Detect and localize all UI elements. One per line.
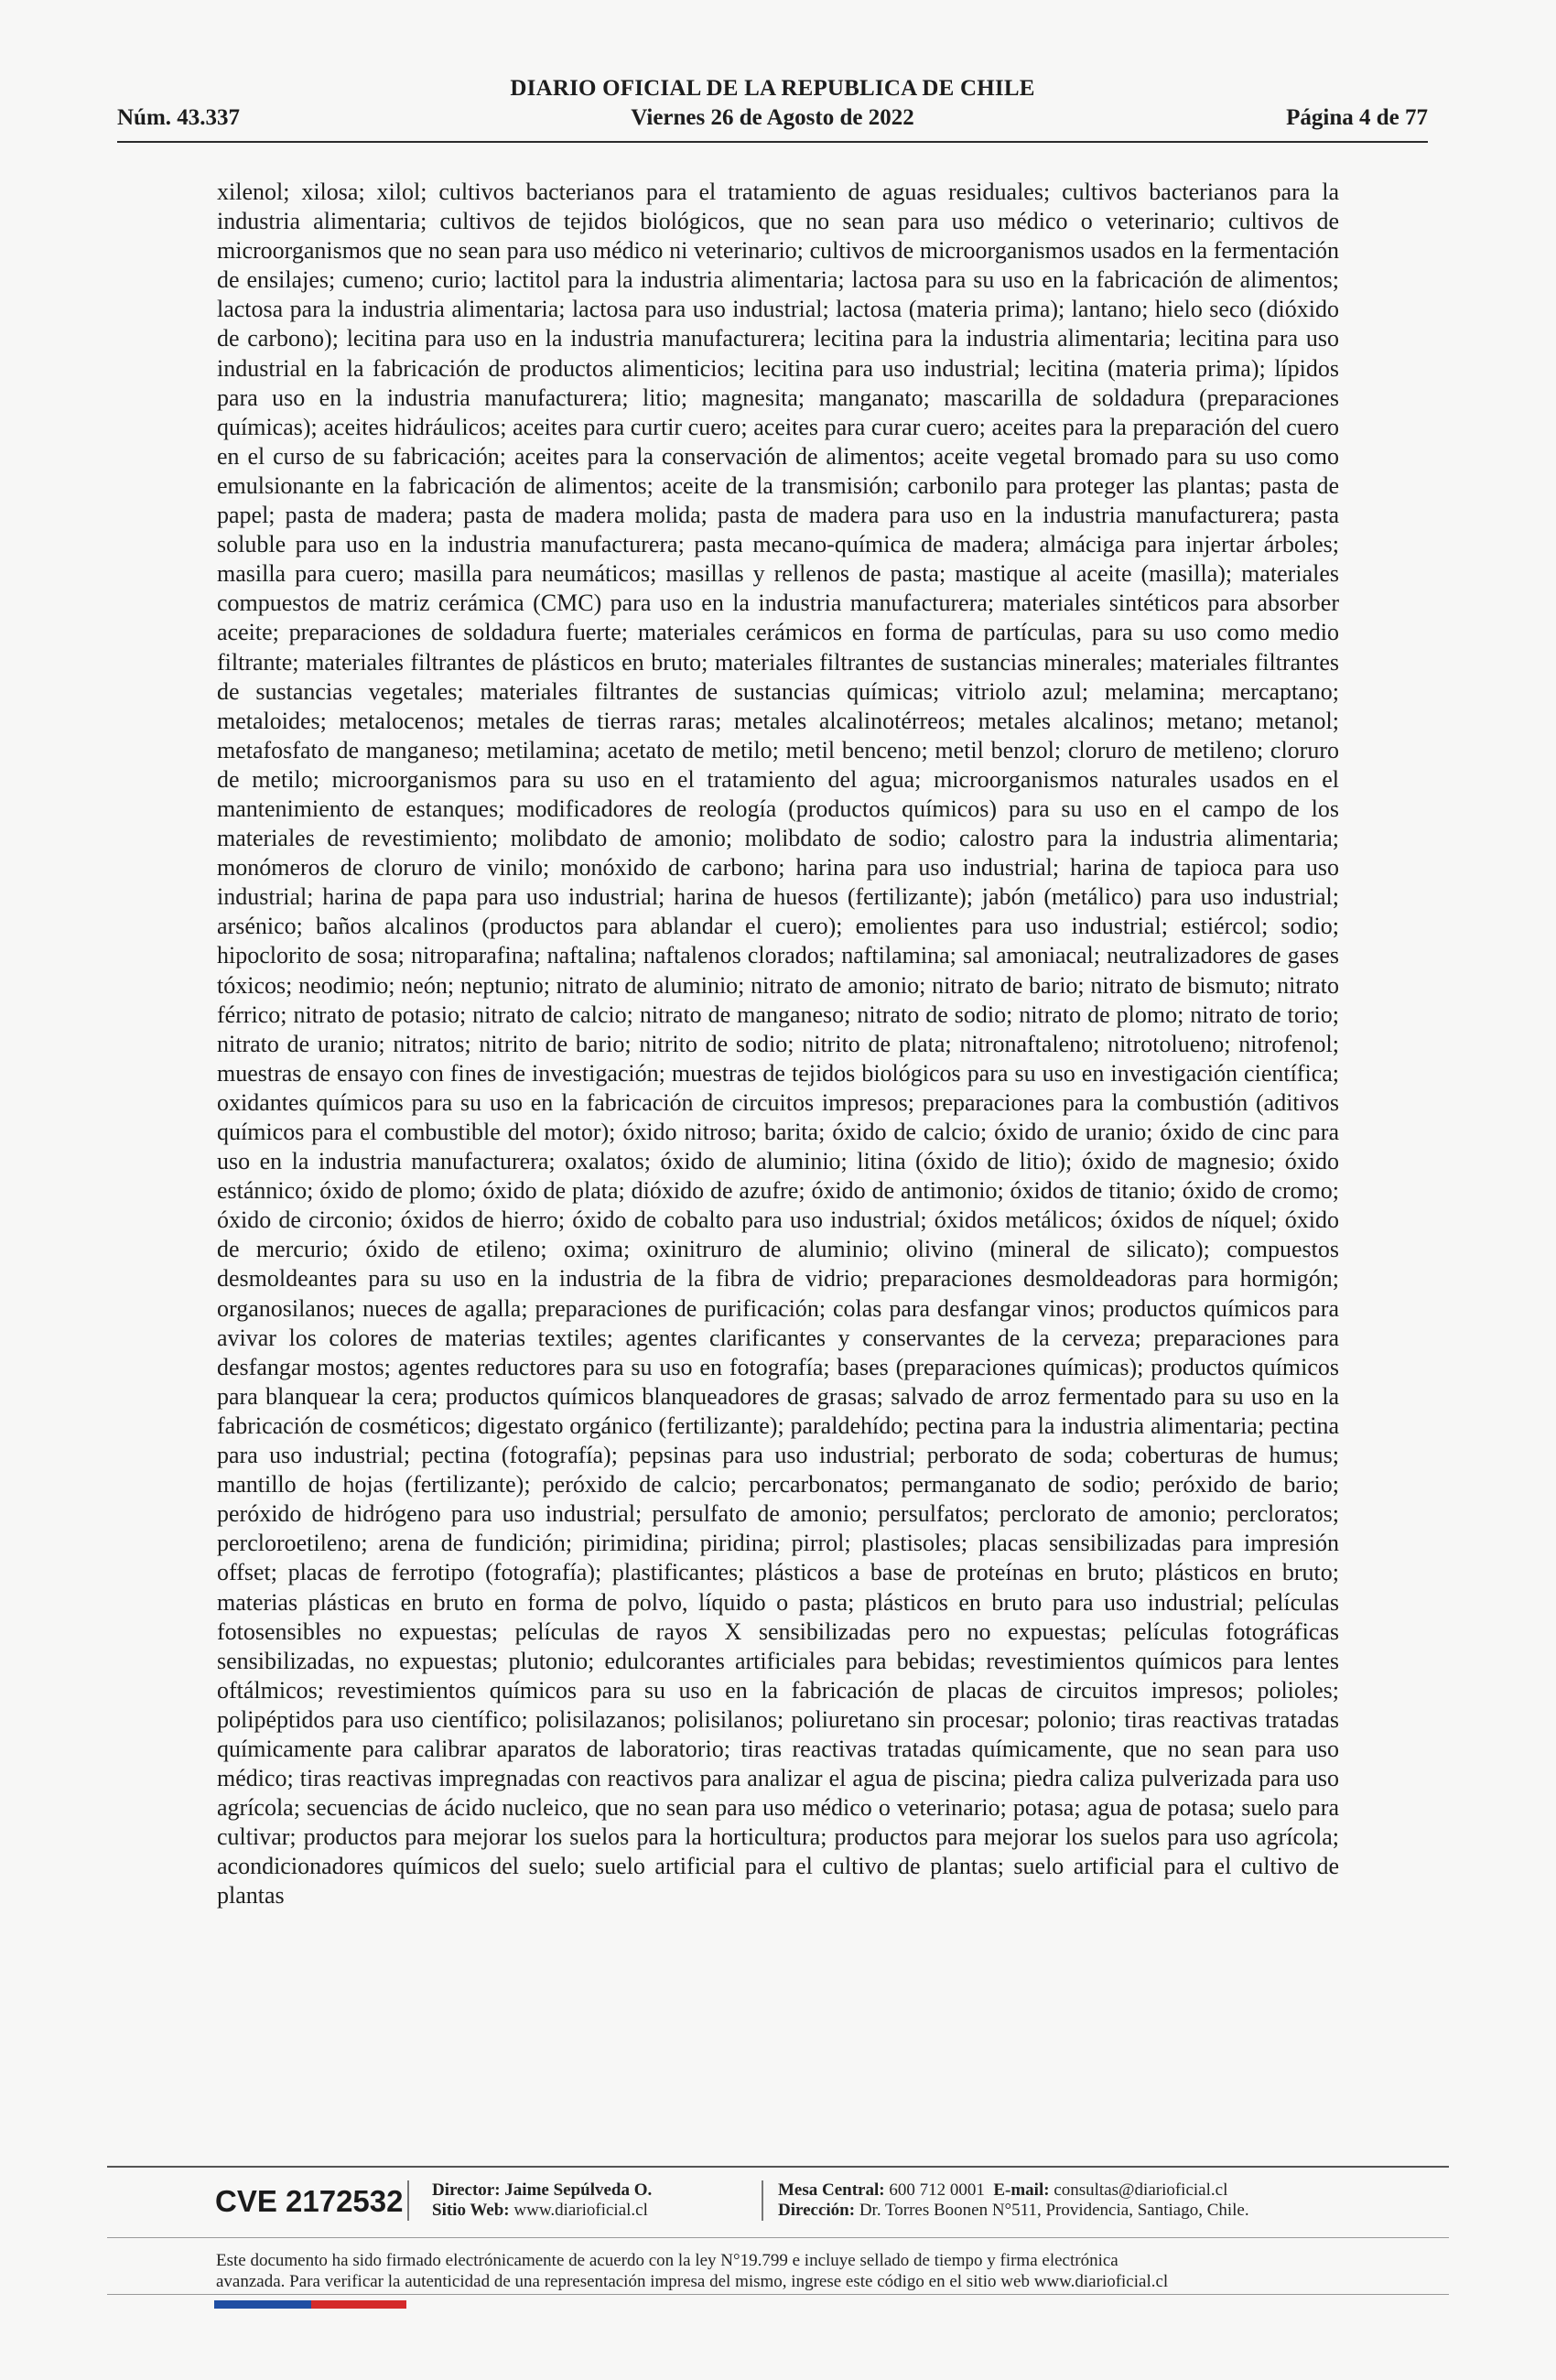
footer-director-col [432, 2180, 652, 2221]
legal-line: avanzada. Para verificar la autenticidad de una representación impresa del mismo, ingrese este código en el sitio web www.diarioficial.cl [216, 2272, 1169, 2291]
header-divider [117, 141, 1428, 143]
director-label: Director: [432, 2180, 501, 2200]
page-number: Página 4 de 77 [1286, 105, 1428, 130]
address-label: Dirección: [778, 2201, 856, 2220]
footer-contact-col [778, 2180, 1249, 2221]
cve-code: CVE 2172532 [215, 2184, 404, 2218]
email-link[interactable]: consultas@diarioficial.cl [1054, 2180, 1228, 2200]
flag-stripe-blue [214, 2300, 311, 2309]
issue-number: Núm. 43.337 [117, 105, 241, 130]
footer-divider-mid [107, 2237, 1449, 2238]
legal-line: Este documento ha sido firmado electrónicamente de acuerdo con la ley N°19.799 e incluye sellado de tiempo y firma electrónica [216, 2251, 1118, 2270]
header-row [117, 103, 1428, 134]
address-value: Dr. Torres Boonen N°511, Providencia, Santiago, Chile. [859, 2201, 1249, 2220]
publication-title: DIARIO OFICIAL DE LA REPUBLICA DE CHILE [510, 76, 1035, 101]
issue-date: Viernes 26 de Agosto de 2022 [631, 105, 914, 130]
phone-label: Mesa Central: [778, 2180, 885, 2200]
email-label: E-mail: [993, 2180, 1050, 2200]
page-header [117, 75, 1428, 134]
footer-separator [407, 2180, 409, 2221]
website-label: Sitio Web: [432, 2201, 510, 2220]
body-text: xilenol; xilosa; xilol; cultivos bacterianos para el tratamiento de aguas residuales; cultivos bacterianos para la industria alimentaria; cultivos de tejidos biológicos, que no sean para uso médico o veterinario; cultivos de microorganismos que no sean para uso médico ni veterinario; cultivos de microorganismos usados en la fermentación de ensilajes; cumeno; curio; lactitol para la industria alimentaria; lactosa para su uso en la fabricación de alimentos; lactosa para la industria alimentaria; lactosa para uso industrial; lactosa (materia prima); lantano; hielo seco (dióxido de carbono); lecitina para uso en la industria manufacturera; lecitina para la industria alimentaria; lecitina para uso industrial en la fabricación de productos alimenticios; lecitina para uso industrial; lecitina (materia prima); lípidos para uso en la industria manufacturera; litio; magnesita; manganato; mascarilla de soldadura (preparaciones químicas); aceites hidráulicos; aceites para curtir cuero; aceites para curar cuero; aceites para la preparación del cuero en el curso de su fabricación; aceites para la conservación de alimentos; aceite vegetal bromado para su uso como emulsionante en la fabricación de alimentos; aceite de la transmisión; carbonilo para proteger las plantas; pasta de papel; pasta de madera; pasta de madera molida; pasta de madera para uso en la industria manufacturera; pasta soluble para uso en la industria manufacturera; pasta mecano-química de madera; almáciga para injertar árboles; masilla para cuero; masilla para neumáticos; masillas y rellenos de pasta; mastique al aceite (masilla); materiales compuestos de matriz cerámica (CMC) para uso en la industria manufacturera; materiales sintéticos para absorber aceite; preparaciones de soldadura fuerte; materiales cerámicos en forma de partículas, para su uso como medio filtrante; materiales filtrantes de plásticos en bruto; materiales filtrantes de sustancias minerales; materiales filtrantes de sustancias vegetales; materiales filtrantes de sustancias químicas; vitriolo azul; melamina; mercaptano; metaloides; metalocenos; metales de tierras raras; metales alcalinotérreos; metales alcalinos; metano; metanol; metafosfato de manganeso; metilamina; acetato de metilo; metil benceno; metil benzol; cloruro de metileno; cloruro de metilo; microorganismos para su uso en el tratamiento del agua; microorganismos naturales usados en el mantenimiento de estanques; modificadores de reología (productos químicos) para su uso en el campo de los materiales de revestimiento; molibdato de amonio; molibdato de sodio; calostro para la industria alimentaria; monómeros de cloruro de vinilo; monóxido de carbono; harina para uso industrial; harina de tapioca para uso industrial; harina de papa para uso industrial; harina de huesos (fertilizante); jabón (metálico) para uso industrial; arsénico; baños alcalinos (productos para ablandar el cuero); emolientes para uso industrial; estiércol; sodio; hipoclorito de sosa; nitroparafina; naftalina; naftalenos clorados; naftilamina; sal amoniacal; neutralizadores de gases tóxicos; neodimio; neón; neptunio; nitrato de aluminio; nitrato de amonio; nitrato de bario; nitrato de bismuto; nitrato férrico; nitrato de potasio; nitrato de calcio; nitrato de manganeso; nitrato de sodio; nitrato de plomo; nitrato de torio; nitrato de uranio; nitratos; nitrito de bario; nitrito de sodio; nitrito de plata; nitronaftaleno; nitrotolueno; nitrofenol; muestras de ensayo con fines de investigación; muestras de tejidos biológicos para su uso en investigación científica; oxidantes químicos para su uso en la fabricación de circuitos impresos; preparaciones para la combustión (aditivos químicos para el combustible del motor); óxido nitroso; barita; óxido de calcio; óxido de uranio; óxido de cinc para uso en la industria manufacturera; oxalatos; óxido de aluminio; litina (óxido de litio); óxido de magnesio; óxido estánnico; óxido de plomo; óxido de plata; dióxido de azufre; óxido de antimonio; óxidos de titanio; óxido de cromo; óxido de circonio; óxidos de hierro; óxido de cobalto para uso industrial; óxidos metálicos; óxidos de níquel; óxido de mercurio; óxido de etileno; oxima; oxinitruro de aluminio; olivino (mineral de silicato); compuestos desmoldeantes para su uso en la industria de la fibra de vidrio; preparaciones desmoldeadoras para hormigón; organosilanos; nueces de agalla; preparaciones de purificación; colas para desfangar vinos; productos químicos para avivar los colores de materias textiles; agentes clarificantes y conservantes de la cerveza; preparaciones para desfangar mostos; agentes reductores para su uso en fotografía; bases (preparaciones químicas); productos químicos para blanquear la cera; productos químicos blanqueadores de grasas; salvado de arroz fermentado para su uso en la fabricación de cosméticos; digestato orgánico (fertilizante); paraldehído; pectina para la industria alimentaria; pectina para uso industrial; pectina (fotografía); pepsinas para uso industrial; perborato de soda; coberturas de humus; mantillo de hojas (fertilizante); peróxido de calcio; percarbonatos; permanganato de sodio; peróxido de bario; peróxido de hidrógeno para uso industrial; persulfato de amonio; persulfatos; perclorato de amonio; percloratos; percloroetileno; arena de fundición; pirimidina; piridina; pirrol; plastisoles; placas sensibilizadas para impresión offset; placas de ferrotipo (fotografía); plastificantes; plásticos a base de proteínas en bruto; plásticos en bruto; materias plásticas en bruto en forma de polvo, líquido o pasta; plásticos en bruto para uso industrial; películas fotosensibles no expuestas; películas de rayos X sensibilizadas pero no expuestas; películas fotográficas sensibilizadas, no expuestas; plutonio; edulcorantes artificiales para bebidas; revestimientos químicos para lentes oftálmicos; revestimientos químicos para su uso en la fabricación de placas de circuitos impresos; polioles; polipéptidos para uso científico; polisilazanos; polisilanos; poliuretano sin procesar; polonio; tiras reactivas tratadas químicamente para calibrar aparatos de laboratorio; tiras reactivas tratadas químicamente, que no sean para uso médico; tiras reactivas impregnadas con reactivos para analizar el agua de piscina; piedra caliza pulverizada para uso agrícola; secuencias de ácido nucleico, que no sean para uso médico o veterinario; potasa; agua de potasa; suelo para cultivar; productos para mejorar los suelos para la horticultura; productos para mejorar los suelos para uso agrícola; acondicionadores químicos del suelo; suelo artificial para el cultivo de plantas; suelo artificial para el cultivo de plantas [217, 178, 1339, 1909]
footer-info [107, 2168, 1449, 2237]
footer-divider-bottom [107, 2294, 1449, 2295]
legal-notice [216, 2250, 1351, 2292]
flag-stripe-red [311, 2300, 406, 2309]
phone-number: 600 712 0001 [889, 2180, 985, 2200]
footer-separator [762, 2180, 763, 2221]
director-name: Jaime Sepúlveda O. [504, 2180, 653, 2200]
website-link[interactable]: www.diarioficial.cl [513, 2201, 648, 2220]
